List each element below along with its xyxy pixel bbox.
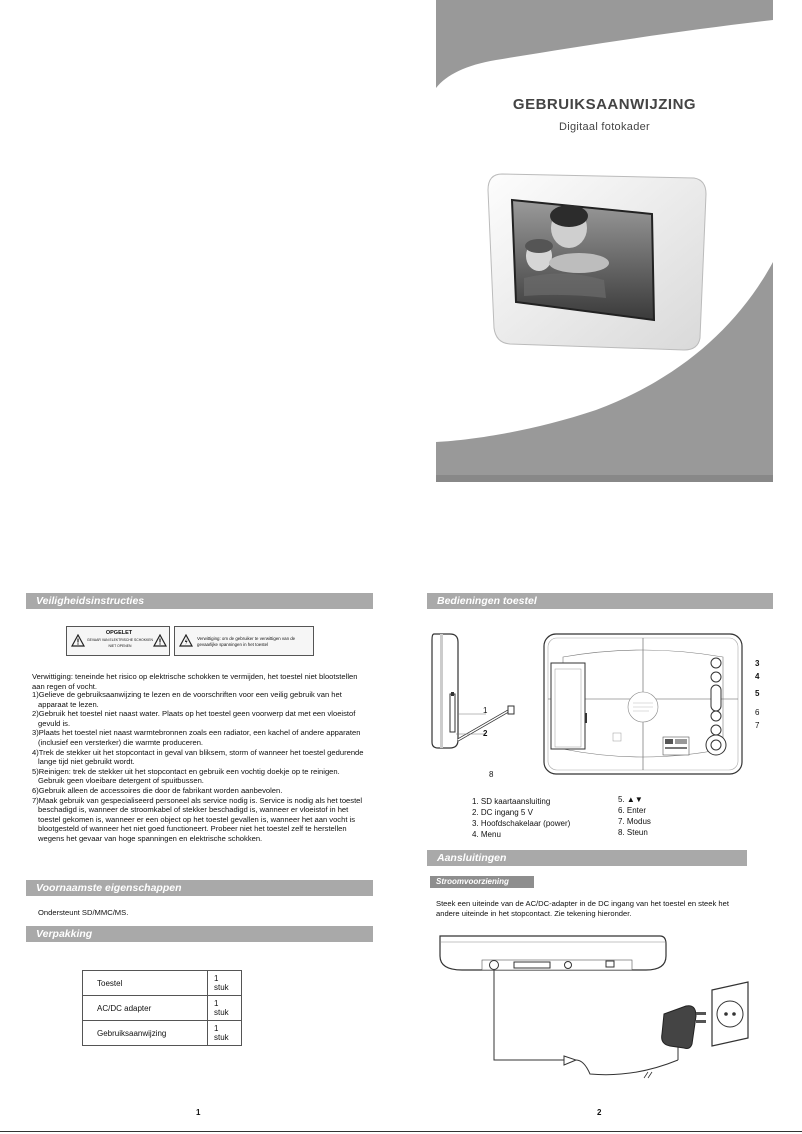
- list-item: 5)Reinigen: trek de stekker uit het stopcontact en gebruik een vochtig doekje op te reinigen. Gebruik geen vloeibare detergent of spuitbussen.: [32, 766, 340, 786]
- list-item: 3)Plaats het toestel niet naast warmtebronnen zoals een radiator, een kachel of andere apparaten (inclusief een versterker) die warmte produceren.: [32, 728, 361, 747]
- list-item: 1)Gelieve de gebruiksaanwijzing te lezen en de voorschriften voor een veilig gebruik van het apparaat te lezen.: [32, 690, 342, 709]
- page-number-left: 1: [196, 1108, 201, 1117]
- callout-2: 2: [483, 729, 488, 738]
- warning-triangle-icon: [71, 634, 85, 647]
- table-cell-qty: 1 stuk: [208, 996, 242, 1021]
- callout-7: 7: [755, 721, 760, 730]
- controls-legend-left: [472, 796, 612, 840]
- table-cell-item: Toestel: [83, 971, 208, 996]
- packaging-table: [82, 970, 242, 1046]
- table-cell-item: Gebruiksaanwijzing: [83, 1021, 208, 1046]
- callout-6: 6: [755, 708, 760, 717]
- safety-intro: Verwittiging: teneinde het risico op elektrische schokken te vermijden, het toestel niet blootstellen aan regen of vocht.: [32, 672, 358, 691]
- table-row: [83, 1021, 242, 1046]
- cover-title: GEBRUIKSAANWIJZING: [512, 96, 697, 113]
- section-heading-packaging: Verpakking: [26, 926, 373, 942]
- callout-4: 4: [755, 672, 760, 681]
- features-text: Ondersteunt SD/MMC/MS.: [38, 908, 129, 917]
- warning-triangle-icon: [153, 634, 167, 647]
- table-cell-qty: 1 stuk: [208, 971, 242, 996]
- section-heading-controls: Bedieningen toestel: [427, 593, 773, 609]
- cover-subtitle: Digitaal fotokader: [558, 121, 650, 133]
- section-heading-connections: Aansluitingen: [427, 850, 747, 866]
- power-connection-diagram: [434, 934, 754, 1086]
- caution-title: OPGELET: [105, 630, 133, 636]
- table-row: [83, 971, 242, 996]
- callout-3: 3: [755, 659, 760, 668]
- footer-rule: [0, 1131, 802, 1132]
- page-number-right: 2: [597, 1108, 602, 1117]
- table-row: [83, 996, 242, 1021]
- legend-item: 1. SD kaartaansluiting: [472, 797, 551, 806]
- lightning-warning-icon: [179, 634, 193, 647]
- device-back-view-diagram: [543, 633, 743, 775]
- list-item: 6)Gebruik alleen de accessoires die door de fabrikant worden aanbevolen.: [32, 785, 283, 795]
- warning-labels: [66, 626, 314, 658]
- legend-item: 4. Menu: [472, 830, 501, 839]
- table-cell-qty: 1 stuk: [208, 1021, 242, 1046]
- section-heading-safety: Veiligheidsinstructies: [26, 593, 373, 609]
- warning-note-text: Verwittiging: om de gebruiker te verwittigen van de gevaarlijke spanningen in het toestel: [197, 636, 296, 647]
- photo-frame-image: [484, 168, 710, 354]
- connections-text: Steek een uiteinde van de AC/DC-adapter in de DC ingang van het toestel en steek het andere uiteinde in het stopcontact. Zie tekening hieronder.: [436, 899, 729, 918]
- legend-item: 5. ▲▼: [618, 795, 643, 804]
- safety-list: [32, 690, 366, 844]
- legend-item: 3. Hoofdschakelaar (power): [472, 819, 571, 828]
- caution-line2: NIET OPENEN: [108, 644, 132, 648]
- list-item: 4)Trek de stekker uit het stopcontact in geval van bliksem, storm of wanneer het toestel gedurende lange tijd niet gebruikt wordt.: [32, 747, 364, 767]
- list-item: 2)Gebruik het toestel niet naast water. Plaats op het toestel geen voorwerp dat met een vloeistof gevuld is.: [32, 709, 356, 728]
- controls-legend-right: [618, 794, 718, 838]
- legend-item: 7. Modus: [618, 817, 651, 826]
- legend-item: 2. DC ingang 5 V: [472, 808, 533, 817]
- legend-item: 8. Steun: [618, 828, 648, 837]
- caution-box: [66, 626, 170, 656]
- callout-5: 5: [755, 689, 760, 698]
- device-side-view-diagram: [428, 630, 518, 775]
- section-heading-features: Voornaamste eigenschappen: [26, 880, 373, 896]
- legend-item: 6. Enter: [618, 806, 647, 815]
- caution-line1: GEVAAR VAN ELEKTRISCHE SCHOKKEN: [87, 638, 154, 642]
- callout-8: 8: [489, 770, 494, 779]
- sub-heading-power: Stroomvoorziening: [430, 876, 534, 888]
- callout-1: 1: [483, 706, 488, 715]
- warning-note-box: [174, 626, 314, 656]
- list-item: 7)Maak gebruik van gespecialiseerd personeel als service nodig is. Service is nodig als het toestel beschadigd is, wanneer de stroomkabel of stekker beschadigd is, wanneer er vloeistof in het toestel gekomen is, wanneer er een object op het toestel gevallen is, wanneer het aan vocht is blootgesteld of wanneer het niet goed functioneert. Probeer niet het toestel zelf te herstellen wegens het gevaar van hoge spanningen en elektrische schokken.: [32, 795, 363, 843]
- table-cell-item: AC/DC adapter: [83, 996, 208, 1021]
